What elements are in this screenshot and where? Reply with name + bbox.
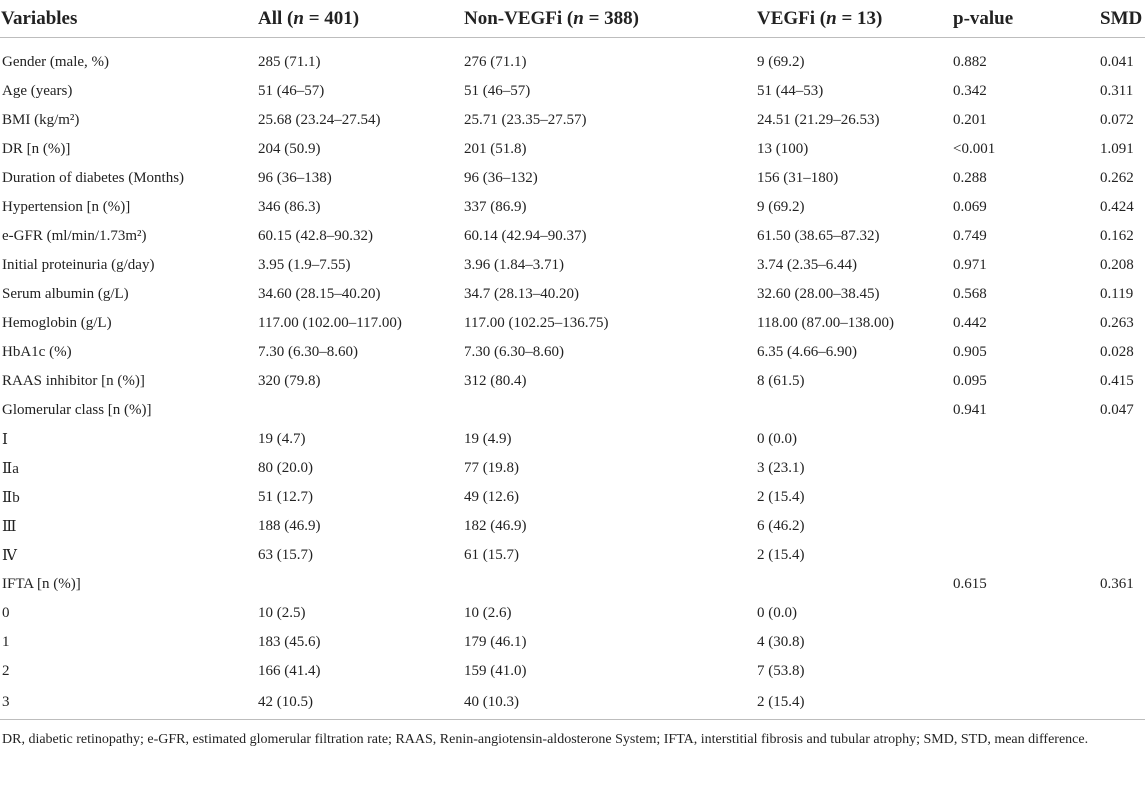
cell-non-vegfi: 117.00 (102.25–136.75) [464,315,609,331]
cell-p-value: 0.905 [953,344,987,360]
cell-vegfi: 118.00 (87.00–138.00) [757,315,894,331]
cell-non-vegfi: 96 (36–132) [464,170,538,186]
cell-vegfi: 61.50 (38.65–87.32) [757,228,880,244]
cell-variable: DR [n (%)] [2,141,71,157]
cell-non-vegfi: 51 (46–57) [464,83,531,99]
table-row [0,338,1145,367]
header-p-value: p-value [953,7,1014,29]
cell-all: 60.15 (42.8–90.32) [258,228,373,244]
table-row [0,164,1145,193]
cell-p-value: 0.882 [953,54,987,70]
cell-vegfi: 32.60 (28.00–38.45) [757,286,880,302]
cell-vegfi: 2 (15.4) [757,694,805,710]
header-all-suffix: = 401) [303,7,360,29]
cell-vegfi: 3 (23.1) [757,460,805,476]
cell-p-value: 0.442 [953,315,987,331]
cell-p-value [953,483,1100,512]
cell-p-value: 0.095 [953,373,987,389]
cell-vegfi: 6.35 (4.66–6.90) [757,344,857,360]
cell-vegfi: 13 (100) [757,141,809,157]
table-row [0,483,1145,512]
cell-non-vegfi: 34.7 (28.13–40.20) [464,286,579,302]
table-row [0,135,1145,164]
cell-non-vegfi: 19 (4.9) [464,431,512,447]
cell-p-value: 0.201 [953,112,987,128]
cell-all: 51 (12.7) [258,489,313,505]
cell-smd: 0.047 [1100,402,1134,418]
cell-p-value: 0.615 [953,576,987,592]
cell-smd: 0.028 [1100,344,1134,360]
table-row [0,251,1145,280]
cell-vegfi: 2 (15.4) [757,547,805,563]
cell-smd: 0.208 [1100,257,1134,273]
table-row [0,541,1145,570]
cell-all: 117.00 (102.00–117.00) [258,315,402,331]
cell-variable: RAAS inhibitor [n (%)] [2,373,145,389]
table-row [0,657,1145,686]
cell-p-value [953,628,1100,657]
cell-smd [1100,657,1145,686]
cell-variable: 3 [2,694,10,710]
cell-non-vegfi: 159 (41.0) [464,663,527,679]
header-all [258,0,464,38]
cell-smd: 0.424 [1100,199,1134,215]
cell-all: 166 (41.4) [258,663,321,679]
cell-smd: 0.361 [1100,576,1134,592]
cell-all: 204 (50.9) [258,141,321,157]
cell-non-vegfi: 201 (51.8) [464,141,527,157]
header-non-vegfi-n: n [573,7,584,29]
cell-variable: Ⅱa [2,461,19,477]
cell-variable: 0 [2,605,10,621]
cell-p-value: 0.288 [953,170,987,186]
cell-non-vegfi: 312 (80.4) [464,373,527,389]
cell-non-vegfi [464,396,757,425]
table-row [0,38,1145,78]
table-row [0,367,1145,396]
cell-variable: BMI (kg/m²) [2,112,80,128]
cell-variable: Ⅰ [2,432,8,448]
cell-p-value: 0.568 [953,286,987,302]
header-all-prefix: All ( [258,7,294,29]
cell-p-value: 0.342 [953,83,987,99]
header-non-vegfi-prefix: Non-VEGFi ( [464,7,574,29]
cell-smd: 0.162 [1100,228,1134,244]
cell-vegfi: 9 (69.2) [757,199,805,215]
cell-p-value [953,541,1100,570]
cell-p-value [953,454,1100,483]
header-non-vegfi [464,0,757,38]
cell-variable: Duration of diabetes (Months) [2,170,185,186]
cell-vegfi: 156 (31–180) [757,170,839,186]
header-vegfi [757,0,953,38]
cell-all: 80 (20.0) [258,460,313,476]
table-row [0,280,1145,309]
table-header [0,0,1145,38]
cell-vegfi: 4 (30.8) [757,634,805,650]
cell-variable: e-GFR (ml/min/1.73m²) [2,228,147,244]
table-footnote: DR, diabetic retinopathy; e-GFR, estimated glomerular filtration rate; RAAS, Renin-angiotensin-aldosterone System; IFTA, interstitial fibrosis and tubular atrophy; SMD, STD, mean difference. [2,732,1089,747]
cell-vegfi: 8 (61.5) [757,373,805,389]
cell-smd: 0.119 [1100,286,1134,302]
header-vegfi-n: n [826,7,837,29]
cell-vegfi: 24.51 (21.29–26.53) [757,112,880,128]
cell-smd [1100,686,1145,720]
cell-non-vegfi: 77 (19.8) [464,460,519,476]
cell-smd [1100,425,1145,454]
cell-all: 63 (15.7) [258,547,313,563]
cell-non-vegfi: 40 (10.3) [464,694,519,710]
table-row [0,222,1145,251]
cell-vegfi: 0 (0.0) [757,431,797,447]
cell-vegfi: 0 (0.0) [757,605,797,621]
cell-p-value: 0.941 [953,402,987,418]
table-row [0,599,1145,628]
header-row [0,0,1145,38]
cell-non-vegfi: 182 (46.9) [464,518,527,534]
cell-smd: 1.091 [1100,141,1134,157]
cell-p-value [953,512,1100,541]
cell-variable: Ⅳ [2,548,17,564]
cell-all: 3.95 (1.9–7.55) [258,257,351,273]
cell-vegfi: 9 (69.2) [757,54,805,70]
cell-non-vegfi: 337 (86.9) [464,199,527,215]
cell-all: 96 (36–138) [258,170,332,186]
cell-smd [1100,541,1145,570]
table-row [0,106,1145,135]
cell-non-vegfi: 179 (46.1) [464,634,527,650]
cell-vegfi: 51 (44–53) [757,83,824,99]
cell-variable: Ⅲ [2,519,17,535]
cell-variable: Hemoglobin (g/L) [2,315,112,331]
cell-all: 285 (71.1) [258,54,321,70]
cell-all: 25.68 (23.24–27.54) [258,112,381,128]
cell-all: 320 (79.8) [258,373,321,389]
cell-smd: 0.072 [1100,112,1134,128]
cell-smd: 0.041 [1100,54,1134,70]
cell-non-vegfi: 3.96 (1.84–3.71) [464,257,564,273]
cell-vegfi: 7 (53.8) [757,663,805,679]
table-body [0,38,1145,720]
cell-variable: Initial proteinuria (g/day) [2,257,155,273]
table-row [0,454,1145,483]
cell-variable: Hypertension [n (%)] [2,199,131,215]
cell-non-vegfi: 25.71 (23.35–27.57) [464,112,587,128]
cell-variable: Ⅱb [2,490,20,506]
cell-non-vegfi: 10 (2.6) [464,605,512,621]
cell-variable: 2 [2,663,10,679]
header-non-vegfi-suffix: = 388) [583,7,639,29]
cell-variable: Gender (male, %) [2,54,110,70]
cell-non-vegfi: 60.14 (42.94–90.37) [464,228,587,244]
table-row [0,425,1145,454]
cell-smd: 0.263 [1100,315,1134,331]
cell-non-vegfi: 61 (15.7) [464,547,519,563]
cell-p-value: 0.749 [953,228,987,244]
cell-p-value: <0.001 [953,141,996,157]
cell-vegfi [757,396,953,425]
cell-smd [1100,628,1145,657]
header-smd: SMD [1100,7,1143,29]
cell-variable: Serum albumin (g/L) [2,286,129,302]
header-vegfi-prefix: VEGFi ( [757,7,827,29]
cell-all: 34.60 (28.15–40.20) [258,286,381,302]
cell-smd [1100,454,1145,483]
cell-all [258,570,464,599]
cell-variable: HbA1c (%) [2,344,72,360]
table-row [0,628,1145,657]
table-row [0,512,1145,541]
cell-non-vegfi: 49 (12.6) [464,489,519,505]
table-row [0,77,1145,106]
table-row [0,396,1145,425]
cell-smd [1100,599,1145,628]
cell-vegfi [757,570,953,599]
table-row [0,309,1145,338]
cell-smd: 0.415 [1100,373,1134,389]
cell-vegfi: 2 (15.4) [757,489,805,505]
cell-non-vegfi: 7.30 (6.30–8.60) [464,344,564,360]
table-row [0,686,1145,720]
cell-variable: Age (years) [2,83,73,99]
cell-p-value [953,657,1100,686]
cell-p-value: 0.971 [953,257,987,273]
cell-all: 188 (46.9) [258,518,321,534]
cell-vegfi: 6 (46.2) [757,518,805,534]
cell-non-vegfi: 276 (71.1) [464,54,527,70]
cell-smd [1100,512,1145,541]
cell-all: 42 (10.5) [258,694,313,710]
cell-all: 346 (86.3) [258,199,321,215]
cell-smd: 0.262 [1100,170,1134,186]
cell-variable: 1 [2,634,10,650]
cell-vegfi: 3.74 (2.35–6.44) [757,257,857,273]
cell-variable: IFTA [n (%)] [2,576,81,592]
cell-p-value [953,425,1100,454]
cell-all: 19 (4.7) [258,431,306,447]
cell-p-value [953,599,1100,628]
header-variables: Variables [1,7,78,29]
cell-variable: Glomerular class [n (%)] [2,402,152,418]
cell-non-vegfi [464,570,757,599]
cell-smd: 0.311 [1100,83,1134,99]
cell-p-value [953,686,1100,720]
cell-smd [1100,483,1145,512]
cell-all: 10 (2.5) [258,605,306,621]
cell-p-value: 0.069 [953,199,987,215]
cell-all: 183 (45.6) [258,634,321,650]
cell-all: 51 (46–57) [258,83,325,99]
cell-all [258,396,464,425]
table-row [0,570,1145,599]
header-all-n: n [293,7,304,29]
table-row [0,193,1145,222]
cell-all: 7.30 (6.30–8.60) [258,344,358,360]
header-vegfi-suffix: = 13) [836,7,883,29]
